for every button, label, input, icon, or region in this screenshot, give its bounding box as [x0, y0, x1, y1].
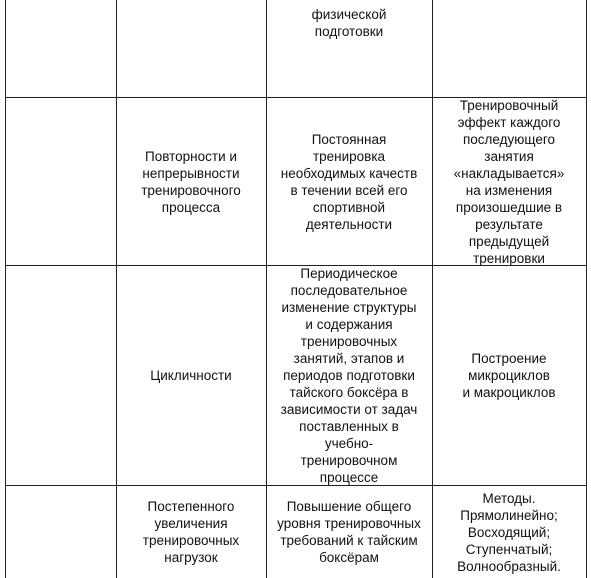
- table-cell-essence: [266, 486, 432, 578]
- cell-text: Методы. Прямолинейно; Восходящий; Ступенчатый; Волнообразный.: [457, 490, 561, 574]
- cell-text: Периодическое последовательное изменение структуры и содержания тренировочных занятий, этапов и периодов подготовки тайского боксёра в зависимости от задач поставленных в учебно- тренировочном процессе: [280, 266, 418, 485]
- table-cell-essence: [266, 266, 432, 485]
- table-cell-principle: [116, 486, 266, 578]
- table-cell-result: [432, 486, 586, 578]
- cell-text: Повышение общего уровня тренировочных требований к тайским боксёрам: [277, 499, 421, 565]
- table-cell-empty: [432, 0, 586, 97]
- table-cell-result: [432, 98, 586, 265]
- table-cell-essence: [266, 0, 432, 97]
- cell-text: Цикличности: [150, 368, 232, 383]
- cell-text: Повторности и непрерывности тренировочного процесса: [141, 148, 241, 215]
- table-cell-principle: [116, 98, 266, 265]
- cell-text: физической подготовки: [311, 7, 387, 39]
- cell-text: Постепенного увеличения тренировочных нагрузок: [142, 499, 240, 565]
- cell-text: Построение микроциклов и макроциклов: [462, 351, 556, 400]
- table-cell-result: [432, 266, 586, 485]
- table-cell-essence: [266, 98, 432, 265]
- cell-text: Постоянная тренировка необходимых качеств в течении всей его спортивной деятельности: [280, 131, 418, 232]
- methods-table: [5, 0, 587, 578]
- table-cell-principle: [116, 266, 266, 485]
- cell-text: Тренировочный эффект каждого последующего занятия «накладывается» на изменения произошедшие в результате предыдущей тренировки: [453, 97, 565, 266]
- table-cell-empty: [5, 0, 116, 97]
- grid-line-v4: [586, 0, 587, 578]
